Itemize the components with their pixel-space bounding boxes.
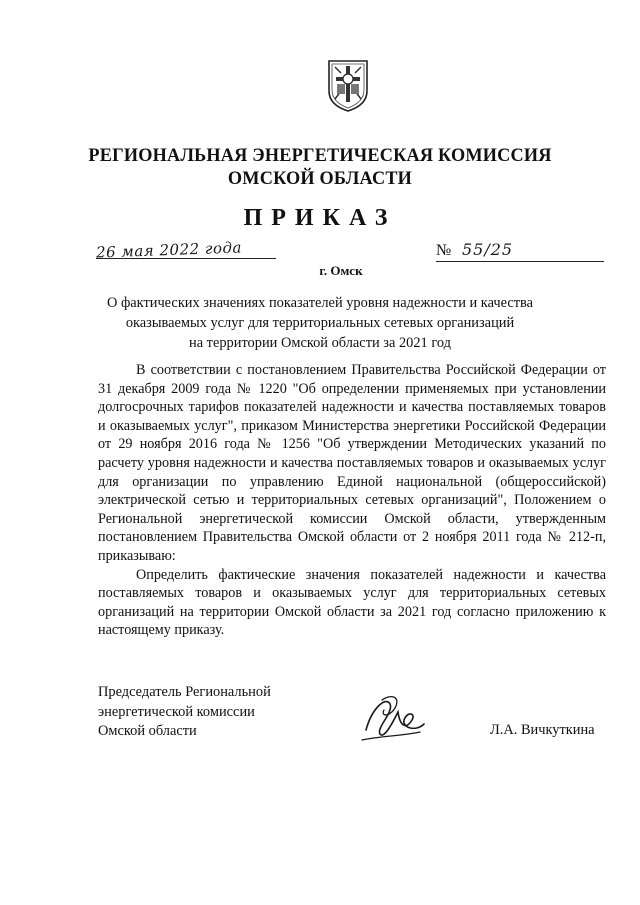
document-city: г. Омск <box>319 263 363 278</box>
subject-line3: на территории Омской области за 2021 год <box>189 335 451 351</box>
document-body <box>98 361 606 640</box>
signer-name: Л.А. Вичкуткина <box>490 722 595 738</box>
document-date: 26 мая 2022 года <box>95 238 243 262</box>
document-number: 55/25 <box>462 240 514 259</box>
subject-line1: О фактических значениях показателей уровня надежности и качества <box>106 295 534 311</box>
org-name-line1: РЕГИОНАЛЬНАЯ ЭНЕРГЕТИЧЕСКАЯ КОМИССИЯ <box>88 145 552 166</box>
number-underline <box>436 261 604 262</box>
signer-position-line1: Председатель Региональной <box>98 684 271 700</box>
coat-of-arms-icon <box>327 57 369 113</box>
org-name-line2: ОМСКОЙ ОБЛАСТИ <box>227 168 413 189</box>
handwritten-signature-icon <box>360 690 430 748</box>
signer-position-line3: Омской области <box>98 723 197 739</box>
number-sign: № <box>436 242 452 259</box>
signer-position-line2: энергетической комиссии <box>98 703 255 720</box>
subject-line2: оказываемых услуг для территориальных сетевых организаций <box>125 315 515 331</box>
signer-position <box>98 683 271 742</box>
document-title: ПРИКАЗ <box>243 205 397 231</box>
body-paragraph-2: Определить фактические значения показателей надежности и качества поставляемых товаров и оказываемых услуг для территориальных сетевых организаций на территории Омской области за 2021 год согласно приложению к настоящему приказу. <box>98 566 606 639</box>
document-subject <box>0 293 640 353</box>
date-underline <box>96 258 276 259</box>
body-paragraph-1: В соответствии с постановлением Правительства Российской Федерации от 31 декабря 2009 года № 1220 "Об определении применяемых при установлении долгосрочных тарифов показателей надежности и качества поставляемых товаров и оказываемых услуг", приказом Министерства энергетики Российской Федерации от 29 ноября 2016 года № 1256 "Об утверждении Методических указаний по расчету уровня надежности и качества поставляемых товаров и оказываемых услуг для организации по управлению Единой национальной (общероссийской) электрической сетью и территориальных сетевых организаций", Положением о Региональной энергетической комиссии Омской области, утвержденным постановлением Правительства Омской области от 2 ноября 2011 года № 212-п, приказываю: <box>98 362 606 564</box>
